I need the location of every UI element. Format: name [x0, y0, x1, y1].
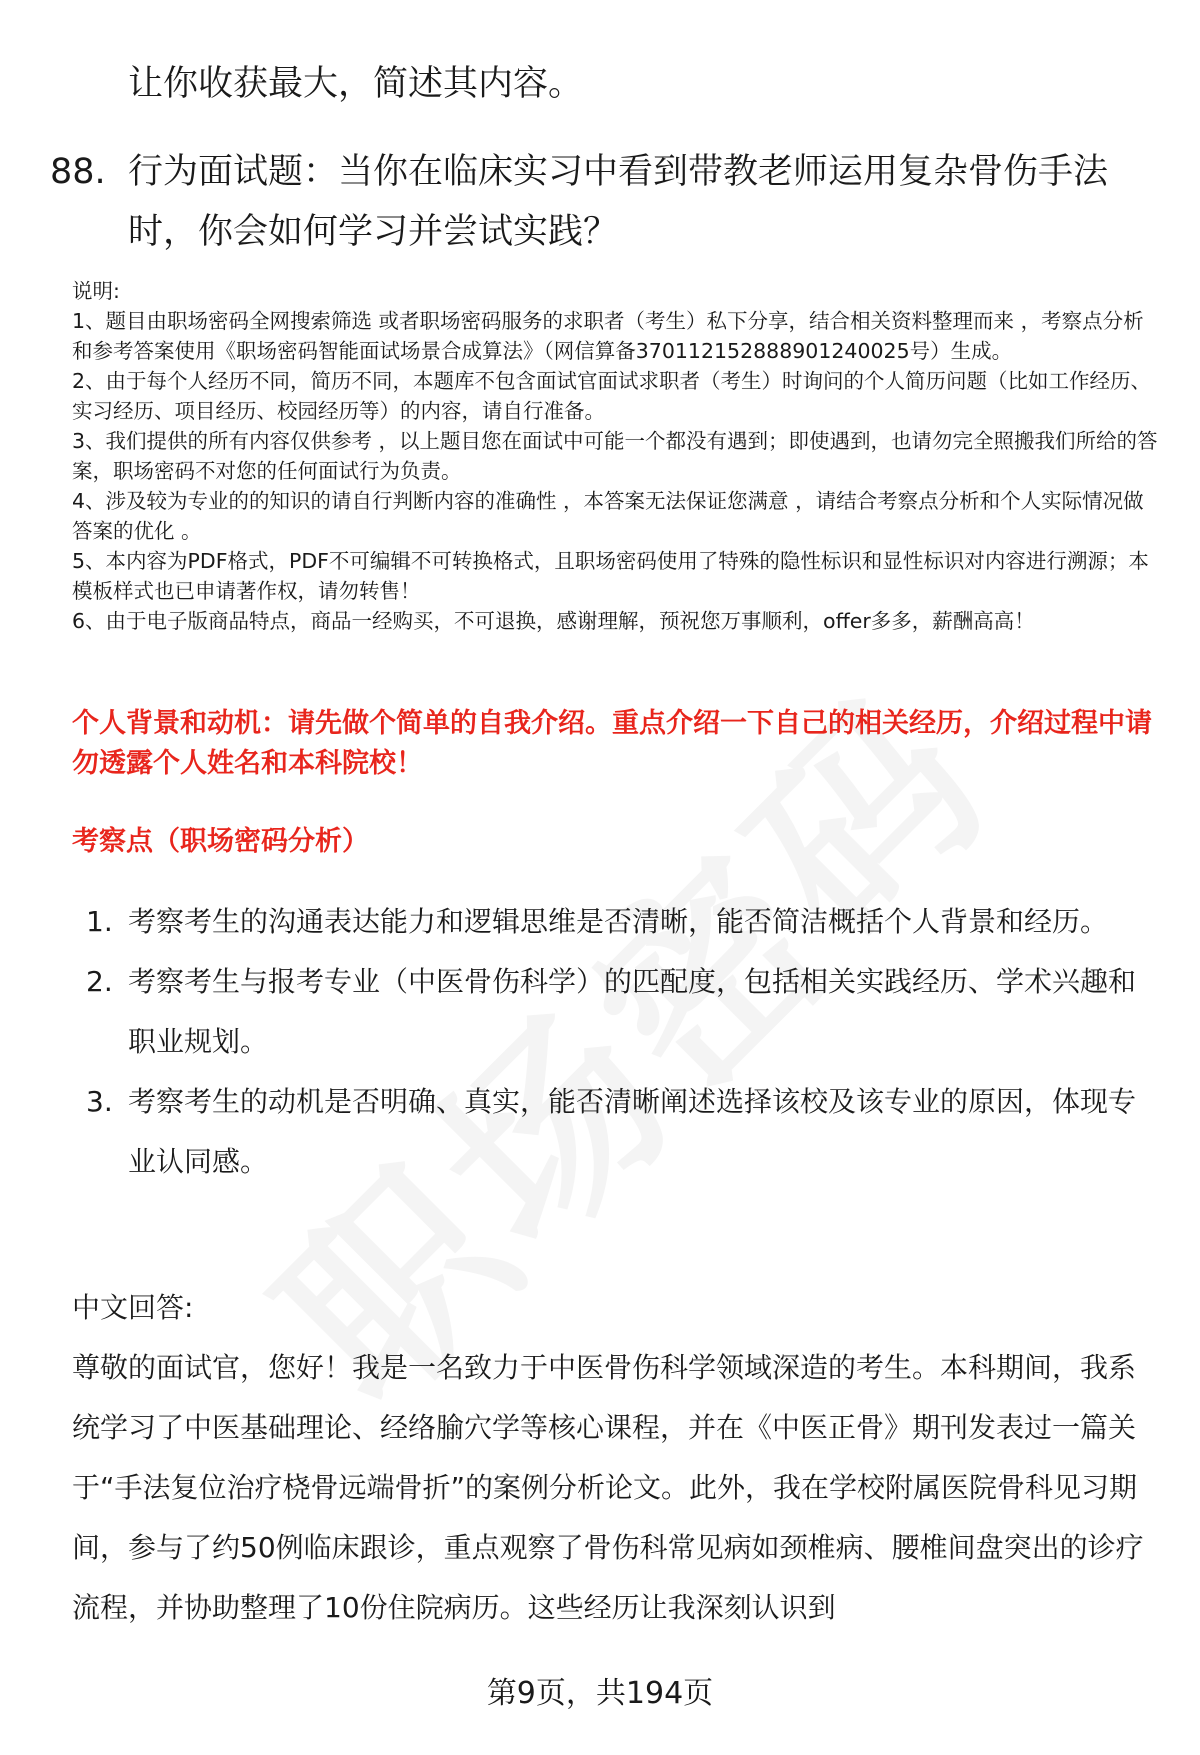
question-text: 行为面试题：当你在临床实习中看到带教老师运用复杂骨伤手法时，你会如何学习并尝试实践？ — [128, 152, 1109, 252]
section-title: 个人背景和动机：请先做个简单的自我介绍。重点介绍一下自己的相关经历，介绍过程中请勿透露个人姓名和本科院校！ — [72, 708, 1152, 779]
page-footer: 第9页，共194页 — [486, 1676, 714, 1711]
analysis-points — [72, 892, 1162, 1192]
answer-text: 尊敬的面试官，您好！我是一名致力于中医骨伤科学领域深造的考生。本科期间，我系统学习了中医基础理论、经络腧穴学等核心课程，并在《中医正骨》期刊发表过一篇关于“手法复位治疗桡骨远端骨折”的案例分析论文。此外，我在学校附属医院骨科见习期间，参与了约50例临床跟诊，重点观察了骨伤科常见病如颈椎病、腰椎间盘突出的诊疗流程，并协助整理了10份住院病历。这些经历让我深刻认识到 — [72, 1351, 1144, 1624]
analysis-point — [72, 892, 1162, 952]
point-text: 考察考生与报考专业（中医骨伤科学）的匹配度，包括相关实践经历、学术兴趣和职业规划。 — [128, 965, 1137, 1058]
notes-item: 1、题目由职场密码全网搜索筛选 或者职场密码服务的求职者（考生）私下分享，结合相关资料整理而来 ，考察点分析和参考答案使用《职场密码智能面试场景合成算法》（网信算备370112152888901240025号）生成。 — [72, 309, 1144, 363]
analysis-point — [72, 1072, 1162, 1192]
notes-item: 5、本内容为PDF格式，PDF不可编辑不可转换格式，且职场密码使用了特殊的隐性标识和显性标识对内容进行溯源；本模板样式也已申请著作权，请勿转售！ — [72, 549, 1149, 603]
point-number: 2. — [86, 965, 113, 998]
answer-label: 中文回答: — [72, 1291, 194, 1324]
notes-item: 2、由于每个人经历不同，简历不同，本题库不包含面试官面试求职者（考生）时询问的个人简历问题（比如工作经历、实习经历、项目经历、校园经历等）的内容，请自行准备。 — [72, 369, 1152, 423]
point-number: 3. — [86, 1085, 113, 1118]
notes-item: 6、由于电子版商品特点，商品一经购买，不可退换，感谢理解，预祝您万事顺利，offer多多，薪酬高高！ — [72, 609, 1035, 633]
previous-question-continuation: 让你收获最大，简述其内容。 — [128, 64, 584, 104]
question-number: 88. — [50, 152, 106, 192]
point-text: 考察考生的沟通表达能力和逻辑思维是否清晰，能否简洁概括个人背景和经历。 — [128, 905, 1109, 938]
point-text: 考察考生的动机是否明确、真实，能否清晰阐述选择该校及该专业的原因，体现专业认同感。 — [128, 1085, 1137, 1178]
analysis-point — [72, 952, 1162, 1072]
analysis-title: 考察点（职场密码分析） — [72, 826, 369, 857]
notes-item: 3、我们提供的所有内容仅供参考 ，以上题目您在面试中可能一个都没有遇到；即使遇到，也请勿完全照搬我们所给的答案，职场密码不对您的任何面试行为负责。 — [72, 429, 1158, 483]
notes-heading: 说明: — [72, 279, 120, 303]
notes-block — [72, 276, 1162, 636]
notes-item: 4、涉及较为专业的的知识的请自行判断内容的准确性 ，本答案无法保证您满意 ，请结合考察点分析和个人实际情况做答案的优化 。 — [72, 489, 1144, 543]
point-number: 1. — [86, 905, 113, 938]
